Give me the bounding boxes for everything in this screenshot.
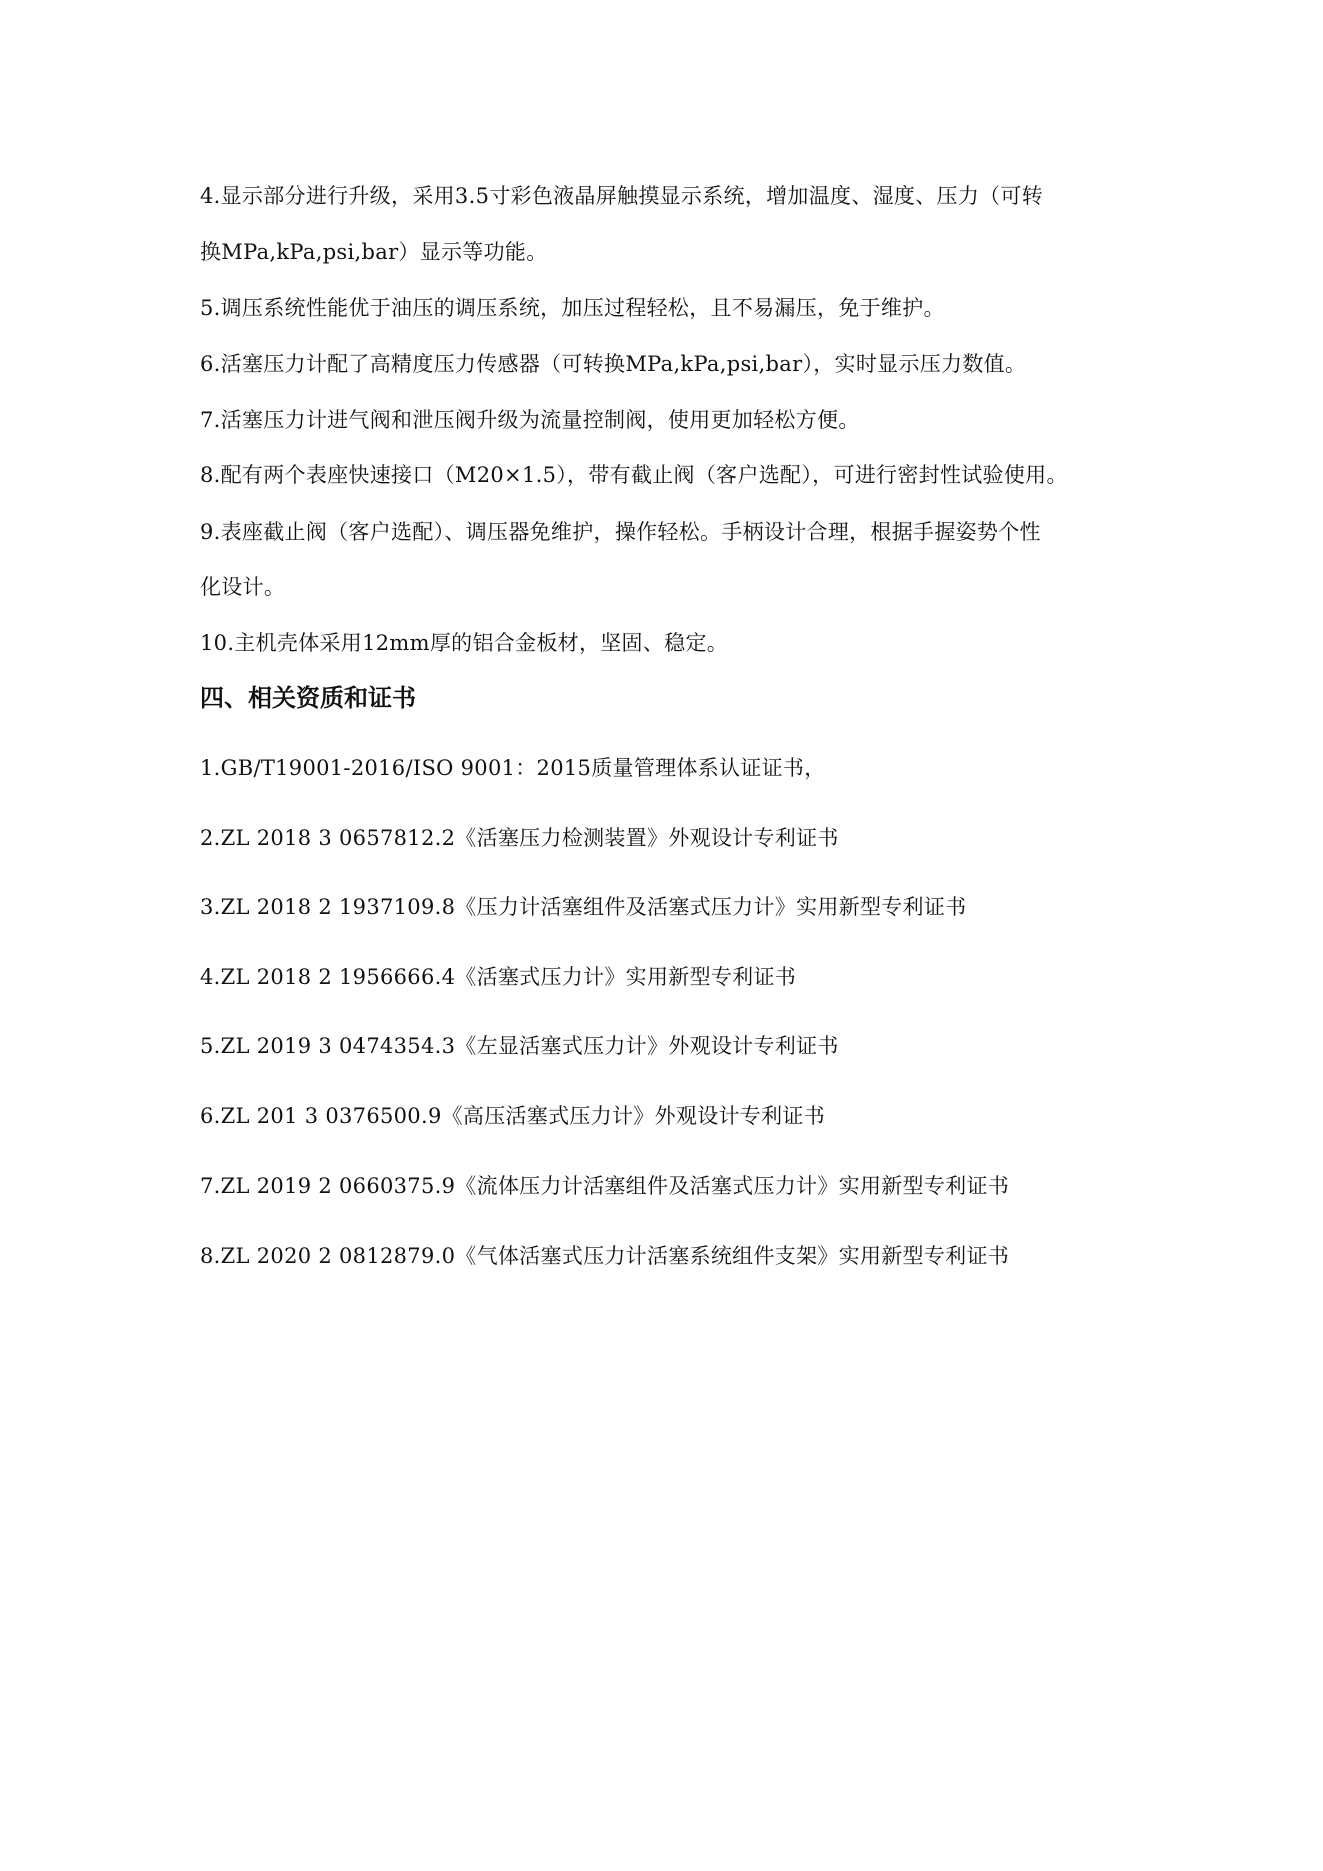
certificate-item: 1.GB/T19001-2016/ISO 9001：2015质量管理体系认证证书， (200, 756, 826, 780)
section-heading: 四、相关资质和证书 (200, 684, 416, 712)
certificate-item: 7.ZL 2019 2 0660375.9《流体压力计活塞组件及活塞式压力计》实用新型专利证书 (200, 1174, 1010, 1198)
feature-line: 10.主机壳体采用12mm厚的铝合金板材，坚固、稳定。 (200, 631, 729, 655)
feature-line: 6.活塞压力计配了高精度压力传感器（可转换MPa,kPa,psi,bar），实时显示压力数值。 (200, 352, 1027, 376)
certificate-item: 6.ZL 201 3 0376500.9《高压活塞式压力计》外观设计专利证书 (200, 1104, 826, 1128)
certificate-item: 8.ZL 2020 2 0812879.0《气体活塞式压力计活塞系统组件支架》实用新型专利证书 (200, 1244, 1010, 1268)
certificate-item: 3.ZL 2018 2 1937109.8《压力计活塞组件及活塞式压力计》实用新型专利证书 (200, 895, 967, 919)
feature-line: 9.表座截止阀（客户选配）、调压器免维护，操作轻松。手柄设计合理，根据手握姿势个性 (200, 520, 1041, 544)
certificate-item: 5.ZL 2019 3 0474354.3《左显活塞式压力计》外观设计专利证书 (200, 1034, 839, 1058)
feature-line: 换MPa,kPa,psi,bar）显示等功能。 (200, 240, 548, 264)
feature-line: 4.显示部分进行升级，采用3.5寸彩色液晶屏触摸显示系统，增加温度、湿度、压力（可转 (200, 184, 1044, 208)
feature-line: 7.活塞压力计进气阀和泄压阀升级为流量控制阀，使用更加轻松方便。 (200, 408, 860, 432)
feature-line: 8.配有两个表座快速接口（M20×1.5），带有截止阀（客户选配），可进行密封性试验使用。 (200, 463, 1068, 487)
feature-line: 化设计。 (200, 575, 286, 599)
certificate-item: 2.ZL 2018 3 0657812.2《活塞压力检测装置》外观设计专利证书 (200, 826, 839, 850)
feature-line: 5.调压系统性能优于油压的调压系统，加压过程轻松，且不易漏压，免于维护。 (200, 296, 945, 320)
certificate-item: 4.ZL 2018 2 1956666.4《活塞式压力计》实用新型专利证书 (200, 965, 797, 989)
